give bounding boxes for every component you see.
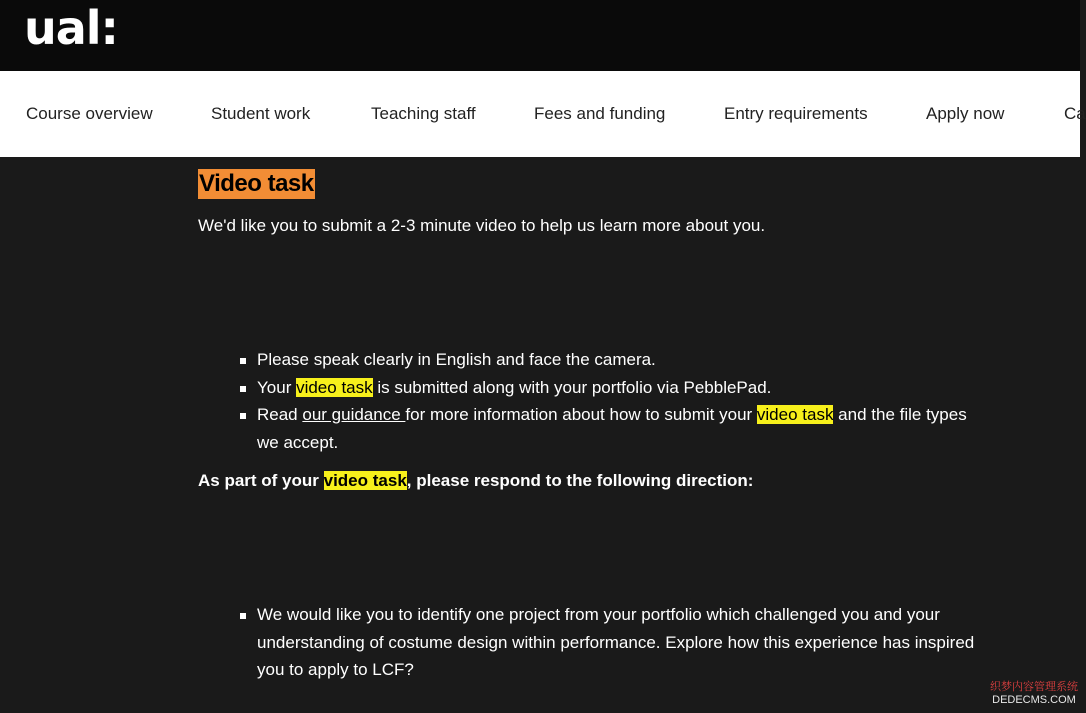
list-item: Read our guidance for more information about how to submit your video task and the file types we accept.: [240, 401, 988, 456]
list-item: We would like you to identify one project from your portfolio which challenged you and your understanding of costume design within performance. Explore how this experience has inspired you to apply to LCF?: [240, 601, 988, 684]
highlight: video task: [756, 405, 834, 424]
nav-fees-and-funding[interactable]: Fees and funding: [534, 104, 666, 123]
ual-logo[interactable]: ual:: [24, 1, 118, 55]
list-item: Please speak clearly in English and face the camera.: [240, 346, 988, 374]
video-guidelines-list: [240, 346, 988, 456]
nav-course-overview[interactable]: Course overview: [26, 104, 153, 123]
direction-text: As part of your video task, please respond to the following direction:: [198, 471, 754, 490]
watermark: 织梦内容管理系统 DEDECMS.COM: [990, 681, 1078, 706]
highlight: video task: [323, 471, 407, 490]
question-list: [240, 601, 988, 684]
section-heading: Video task: [199, 170, 314, 197]
nav-student-work[interactable]: Student work: [211, 104, 311, 123]
nav-teaching-staff[interactable]: Teaching staff: [371, 104, 476, 123]
guidance-link[interactable]: our guidance: [302, 405, 406, 424]
nav-entry-requirements[interactable]: Entry requirements: [724, 104, 868, 123]
top-bar: [0, 0, 1080, 71]
highlight: video task: [296, 377, 373, 397]
intro-text: We'd like you to submit a 2-3 minute video to help us learn more about you.: [198, 216, 766, 235]
nav-truncated-item[interactable]: Ca: [1064, 104, 1086, 123]
nav-apply-now[interactable]: Apply now: [926, 104, 1005, 123]
list-item: Your video task is submitted along with your portfolio via PebblePad.: [240, 374, 988, 402]
course-nav: [0, 71, 1086, 157]
